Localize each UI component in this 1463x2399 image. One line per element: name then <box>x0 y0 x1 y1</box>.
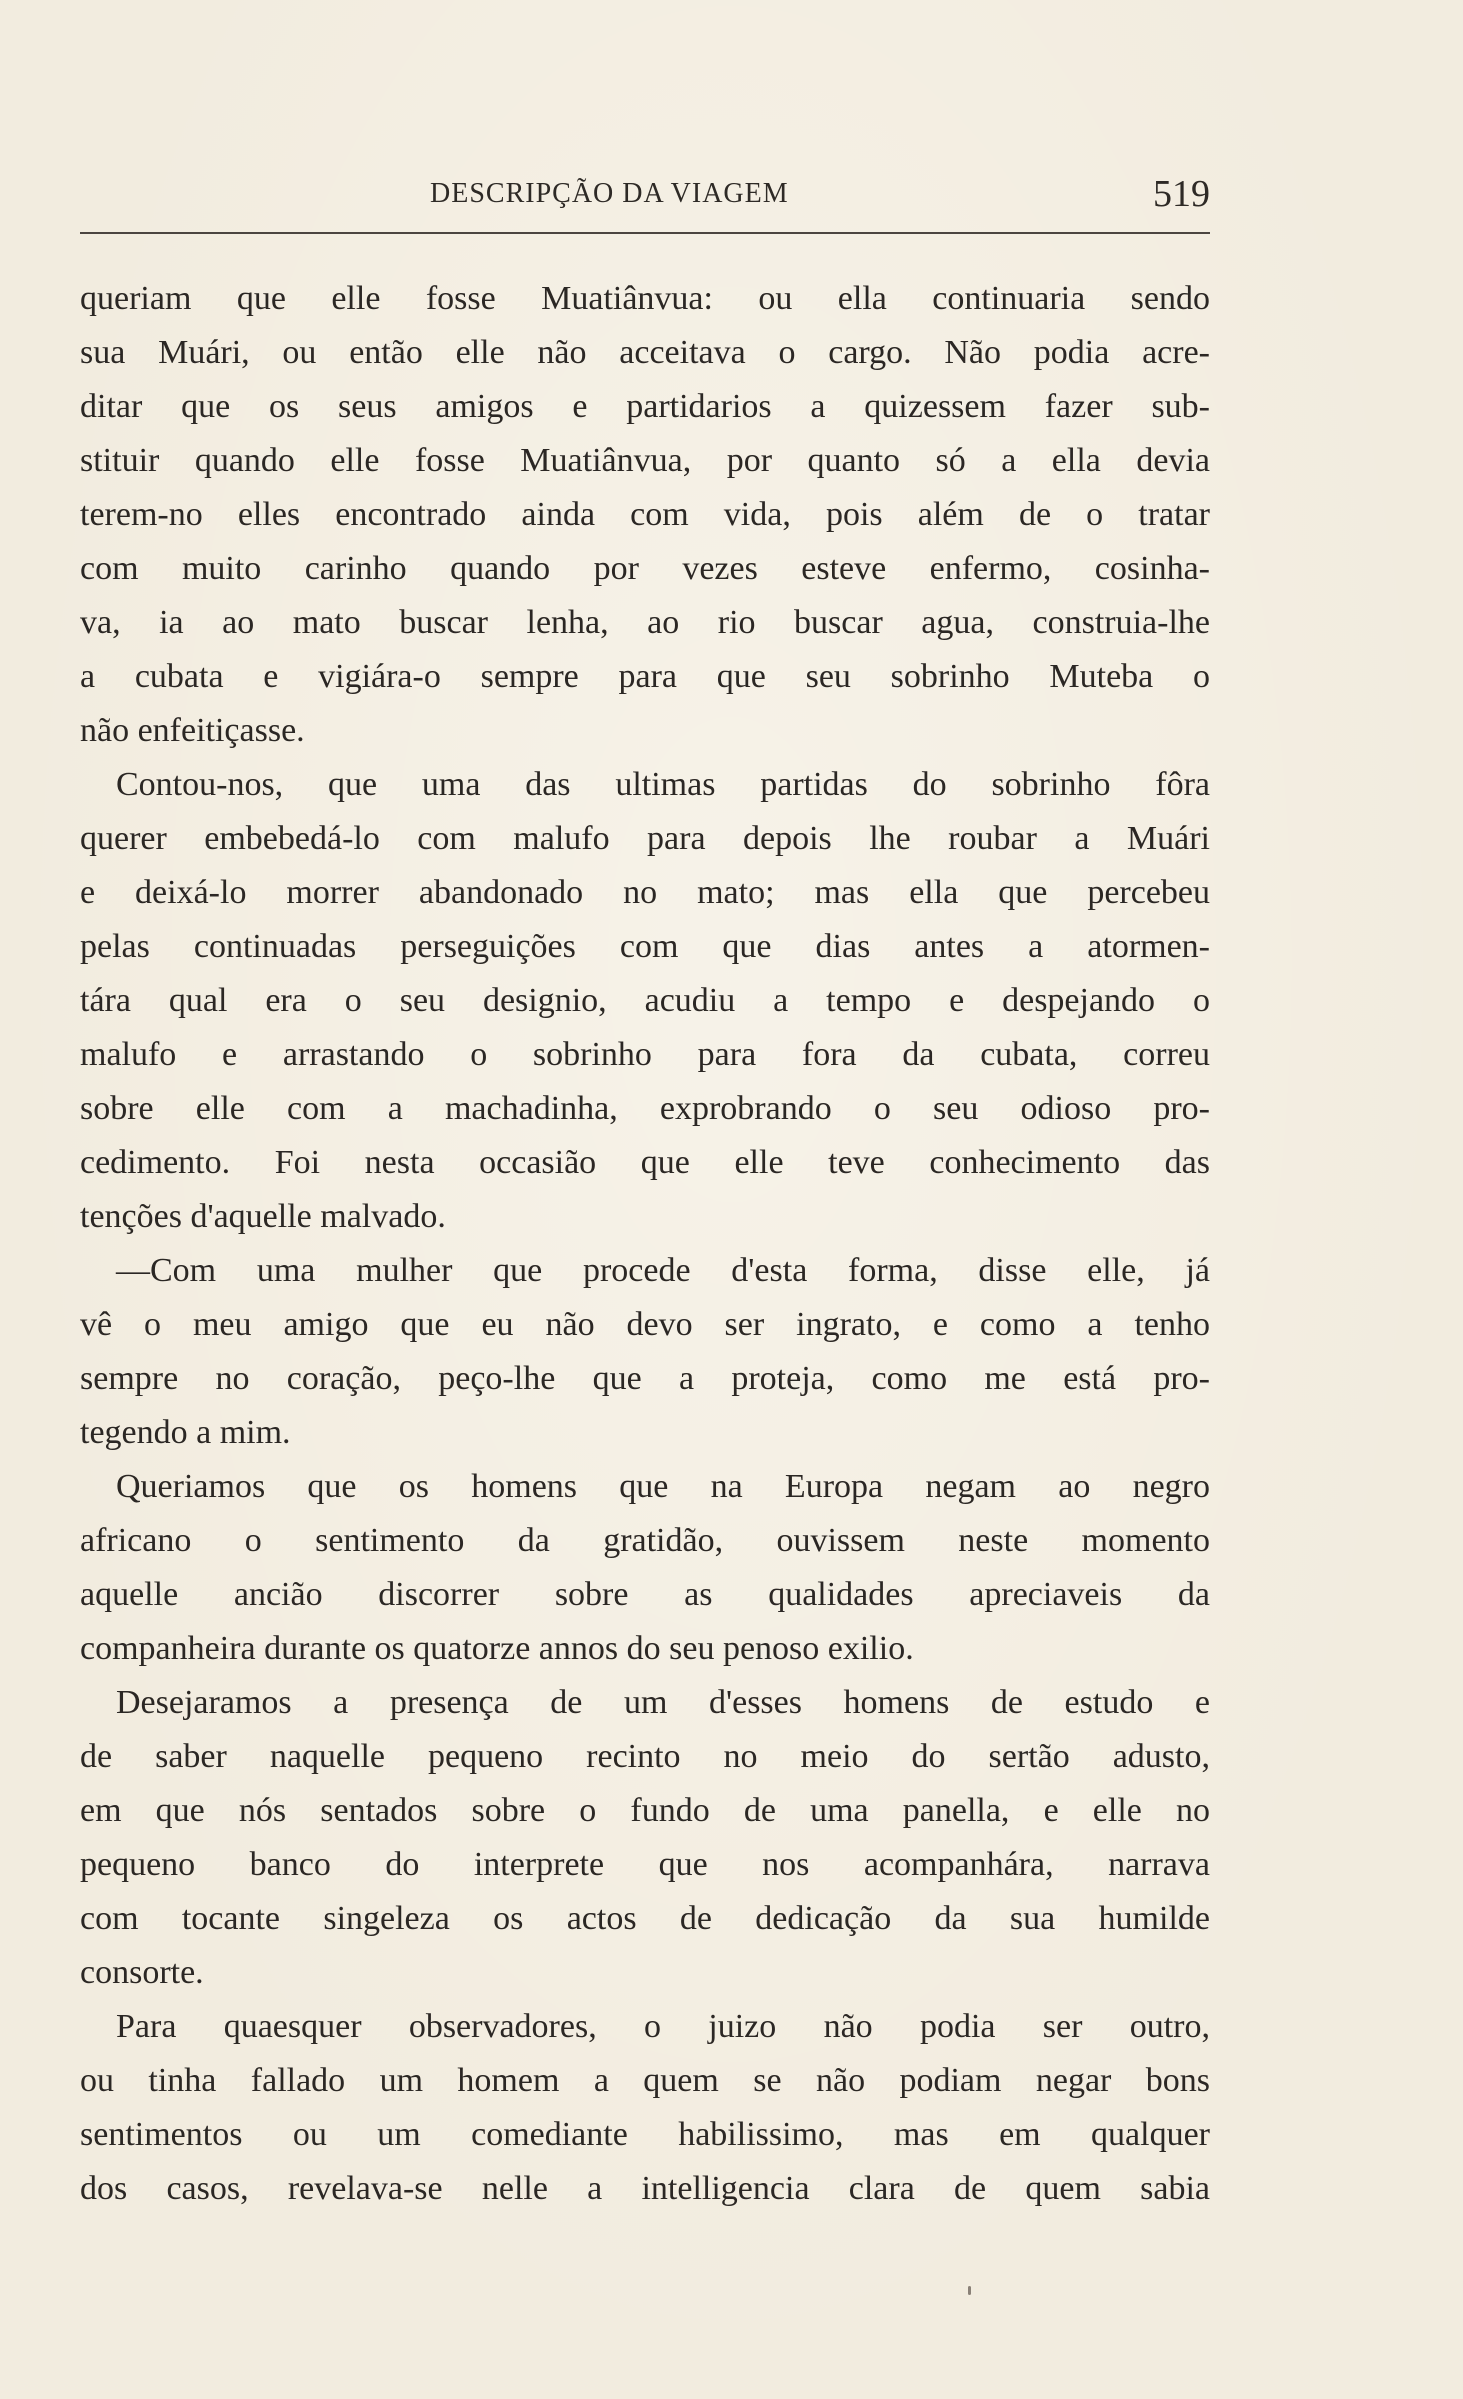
text-line: sua Muári, ou então elle não acceitava o cargo. Não podia acre- <box>80 334 1210 371</box>
running-title: DESCRIPÇÃO DA VIAGEM <box>430 178 789 209</box>
text-line: vê o meu amigo que eu não devo ser ingrato, e como a tenho <box>80 1306 1210 1343</box>
paper-speck <box>968 2286 971 2295</box>
text-line: querer embebedá-lo com malufo para depois lhe roubar a Muári <box>80 820 1210 857</box>
text-line: companheira durante os quatorze annos do seu penoso exilio. <box>80 1630 914 1667</box>
header-rule <box>80 232 1210 234</box>
text-line: malufo e arrastando o sobrinho para fora da cubata, correu <box>80 1036 1210 1073</box>
text-line: aquelle ancião discorrer sobre as qualidades apreciaveis da <box>80 1576 1210 1613</box>
text-line: não enfeitiçasse. <box>80 712 305 749</box>
text-line: a cubata e vigiára-o sempre para que seu sobrinho Muteba o <box>80 658 1210 695</box>
text-line: Queriamos que os homens que na Europa negam ao negro <box>116 1468 1210 1505</box>
text-line: africano o sentimento da gratidão, ouvissem neste momento <box>80 1522 1210 1559</box>
text-line: de saber naquelle pequeno recinto no meio do sertão adusto, <box>80 1738 1210 1775</box>
body-text <box>80 272 1210 2216</box>
text-line: com muito carinho quando por vezes esteve enfermo, cosinha- <box>80 550 1210 587</box>
text-line: va, ia ao mato buscar lenha, ao rio buscar agua, construia-lhe <box>80 604 1210 641</box>
text-line: queriam que elle fosse Muatiânvua: ou ella continuaria sendo <box>80 280 1210 317</box>
text-line: cedimento. Foi nesta occasião que elle teve conhecimento das <box>80 1144 1210 1181</box>
text-line: dos casos, revelava-se nelle a intelligencia clara de quem sabia <box>80 2170 1210 2207</box>
text-line: tára qual era o seu designio, acudiu a tempo e despejando o <box>80 982 1210 1019</box>
text-line: sobre elle com a machadinha, exprobrando o seu odioso pro- <box>80 1090 1210 1127</box>
text-line: e deixá-lo morrer abandonado no mato; mas ella que percebeu <box>80 874 1210 911</box>
text-line: sentimentos ou um comediante habilissimo, mas em qualquer <box>80 2116 1210 2153</box>
text-line: tegendo a mim. <box>80 1414 291 1451</box>
text-line: pelas continuadas perseguições com que dias antes a atormen- <box>80 928 1210 965</box>
text-line: em que nós sentados sobre o fundo de uma panella, e elle no <box>80 1792 1210 1829</box>
text-line: —Com uma mulher que procede d'esta forma, disse elle, já <box>116 1252 1210 1289</box>
text-line: pequeno banco do interprete que nos acompanhára, narrava <box>80 1846 1210 1883</box>
text-line: sempre no coração, peço-lhe que a proteja, como me está pro- <box>80 1360 1210 1397</box>
page-number: 519 <box>1153 173 1210 215</box>
text-line: com tocante singeleza os actos de dedicação da sua humilde <box>80 1900 1210 1937</box>
text-line: Contou-nos, que uma das ultimas partidas do sobrinho fôra <box>116 766 1210 803</box>
running-head <box>80 172 1210 220</box>
text-line: Desejaramos a presença de um d'esses homens de estudo e <box>116 1684 1210 1721</box>
text-line: ditar que os seus amigos e partidarios a quizessem fazer sub- <box>80 388 1210 425</box>
text-line: consorte. <box>80 1954 204 1991</box>
text-line: Para quaesquer observadores, o juizo não podia ser outro, <box>116 2008 1210 2045</box>
text-line: tenções d'aquelle malvado. <box>80 1198 446 1235</box>
text-line: terem-no elles encontrado ainda com vida, pois além de o tratar <box>80 496 1210 533</box>
text-line: ou tinha fallado um homem a quem se não podiam negar bons <box>80 2062 1210 2099</box>
text-line: stituir quando elle fosse Muatiânvua, por quanto só a ella devia <box>80 442 1210 479</box>
